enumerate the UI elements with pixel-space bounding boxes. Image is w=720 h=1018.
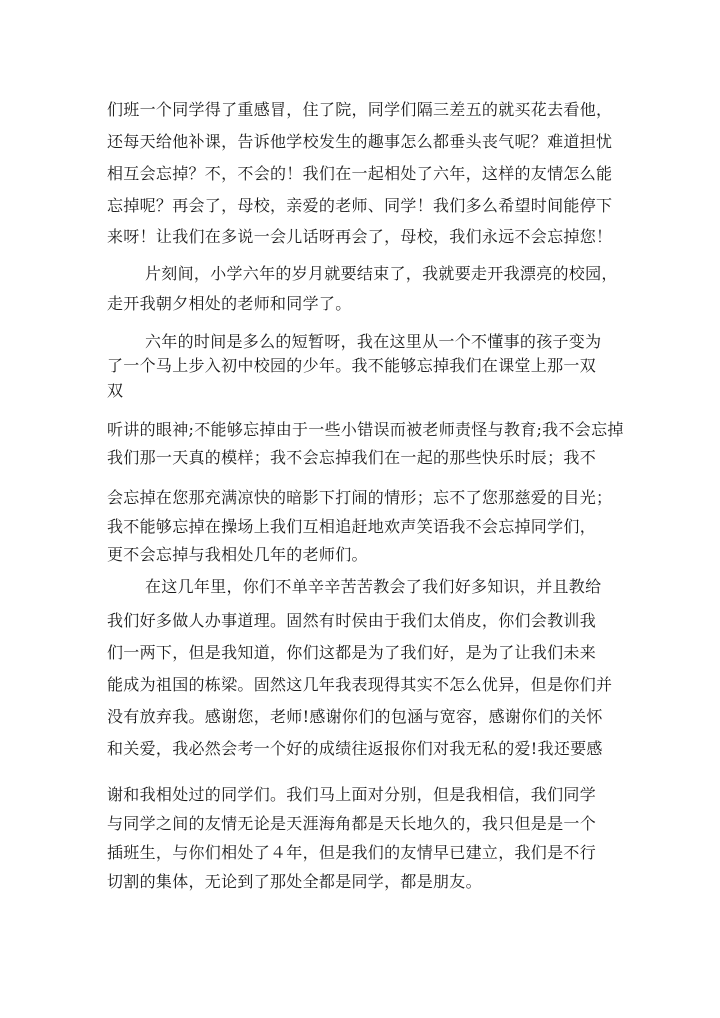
text-line: 们班一个同学得了重感冒，住了院，同学们隔三差五的就买花去看他， — [107, 100, 613, 119]
text-line: 听讲的眼神;不能够忘掉由于一些小错误而被老师责怪与教育;我不会忘掉 — [107, 420, 624, 439]
paragraph-first-line: 片刻间，小学六年的岁月就要结束了，我就要走开我漂亮的校园， — [145, 264, 618, 283]
text-line: 没有放弃我。感谢您，老师!感谢你们的包涵与宽容，感谢你们的关怀 — [107, 707, 603, 726]
text-line: 来呀！让我们在多说一会儿话呀再会了，母校，我们永远不会忘掉您！ — [107, 227, 613, 246]
text-line: 我不能够忘掉在操场上我们互相追赶地欢声笑语我不会忘掉同学们， — [107, 517, 597, 536]
paragraph-first-line: 在这几年里，你们不单辛辛苦苦教会了我们好多知识，并且教给 — [145, 577, 602, 596]
paragraph-first-line: 六年的时间是多么的短暂呀，我在这里从一个不懂事的孩子变为 — [145, 332, 602, 351]
text-line: 走开我朝夕相处的老师和同学了。 — [107, 294, 352, 313]
text-line: 们一两下，但是我知道，你们这都是为了我们好，是为了让我们未来 — [107, 643, 597, 662]
text-line: 还每天给他补课，告诉他学校发生的趣事怎么都垂头丧气呢？难道担忧 — [107, 132, 613, 151]
text-line: 相互会忘掉？不，不会的！我们在一起相处了六年，这样的友情怎么能 — [107, 164, 613, 183]
text-line: 与同学之间的友情无论是天涯海角都是天长地久的，我只但是是一个 — [107, 814, 597, 833]
text-line: 能成为祖国的栋梁。固然这几年我表现得其实不怎么优异，但是你们并 — [107, 675, 613, 694]
text-line: 我们好多做人办事道理。固然有时侯由于我们太俏皮，你们会教训我 — [107, 611, 597, 630]
text-line: 和关爱，我必然会考一个好的成绩往返报你们对我无私的爱!我还要感 — [107, 739, 603, 758]
text-line: 谢和我相处过的同学们。我们马上面对分别，但是我相信，我们同学 — [107, 785, 597, 804]
text-line: 插班生，与你们相处了４年，但是我们的友情早已建立，我们是不行 — [107, 843, 597, 862]
text-line: 了一个马上步入初中校园的少年。我不能够忘掉我们在课堂上那一双 — [107, 356, 597, 375]
text-line: 更不会忘掉与我相处几年的老师们。 — [107, 545, 368, 564]
text-line: 我们那一天真的模样；我不会忘掉我们在一起的那些快乐时辰；我不 — [107, 448, 597, 467]
text-line: 切割的集体，无论到了那处全都是同学，都是朋友。 — [107, 872, 482, 891]
text-line: 忘掉呢？再会了，母校，亲爱的老师、同学！我们多么希望时间能停下 — [107, 196, 613, 215]
text-line: 双 — [107, 381, 124, 400]
text-line: 会忘掉在您那充满凉快的暗影下打闹的情形；忘不了您那慈爱的目光； — [107, 488, 613, 507]
